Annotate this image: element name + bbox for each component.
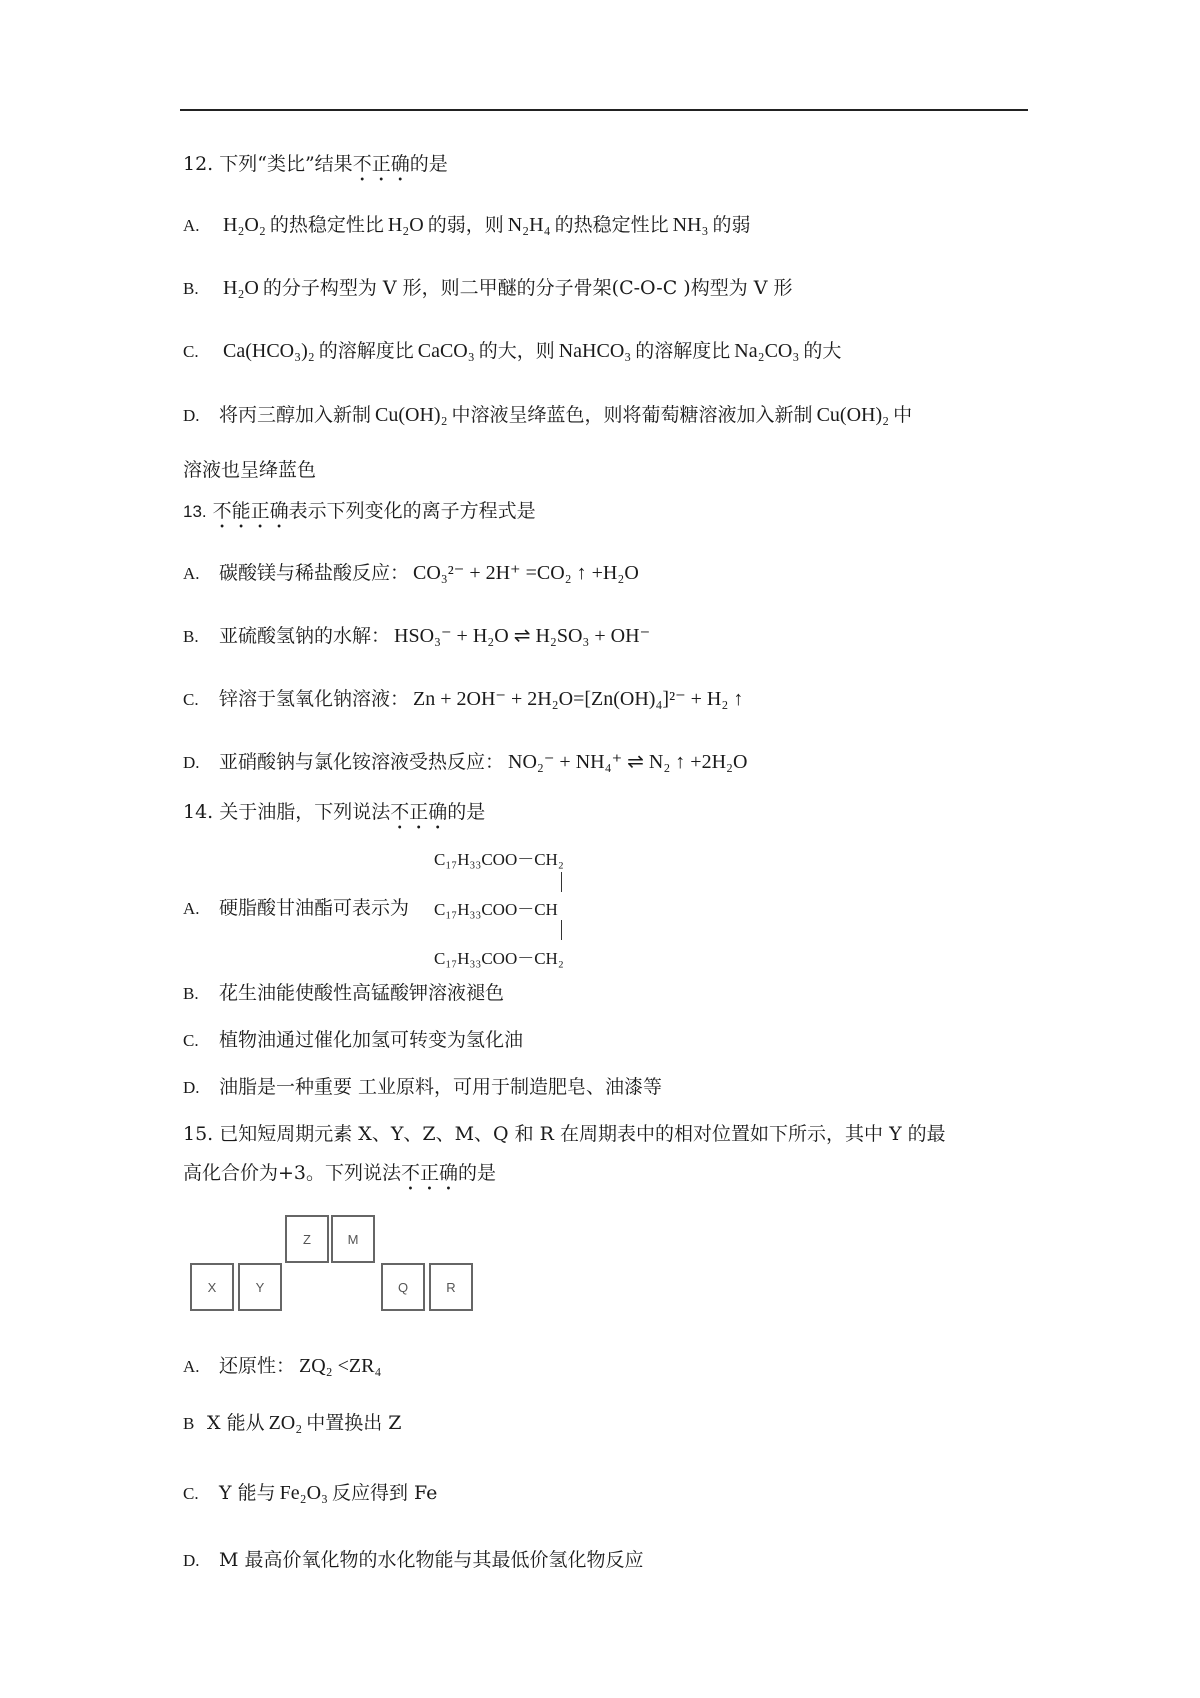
option-text: 反应得到 Fe: [331, 1482, 438, 1504]
structure-bond: [561, 920, 562, 940]
q13-stem-tail: 表示下列变化的离子方程式是: [288, 500, 536, 522]
q14-option-c: [183, 1027, 523, 1054]
option-label: C.: [183, 1031, 199, 1050]
option-text: 溶液也呈绛蓝色: [183, 459, 317, 481]
q12-option-c: [183, 338, 841, 365]
option-text: 的弱: [712, 214, 751, 236]
option-label: D.: [183, 1551, 200, 1570]
option-text: 中置换出 Z: [306, 1412, 402, 1434]
formula: Ca(HCO₃)₂: [223, 340, 315, 362]
cell-y: Y: [238, 1263, 282, 1311]
option-text: 锌溶于氢氧化钠溶液：: [219, 688, 410, 710]
cell-x: X: [190, 1263, 234, 1311]
option-text: 的热稳定性比: [554, 214, 669, 236]
glyceride-row-1: C₁₇H₃₃COO－CH₂: [434, 850, 564, 869]
option-text: 亚硫酸氢钠的水解：: [219, 625, 391, 647]
q14-emphasis: 不正确: [390, 801, 448, 823]
q12-stem: [183, 151, 448, 186]
formula: CaCO₃: [417, 340, 475, 362]
option-text: 中溶液呈绛蓝色，则将葡萄糖溶液加入新制: [451, 404, 813, 426]
q13-emphasis: 不能正确: [212, 500, 289, 522]
option-label: A.: [183, 564, 200, 583]
option-label: C.: [183, 1484, 199, 1503]
ionic-equation: Zn + 2OH⁻ + 2H₂O=[Zn(OH)₄]²⁻ + H₂ ↑: [413, 688, 744, 710]
option-text: 还原性：: [219, 1355, 296, 1377]
option-text: 硬脂酸甘油酯可表示为: [219, 897, 410, 919]
option-text: 的大: [803, 340, 842, 362]
q15-stem-text: 高化合价为+3。下列说法: [183, 1162, 402, 1184]
option-label: B.: [183, 279, 199, 298]
q14-stem: [183, 799, 485, 834]
formula: Na₂CO₃: [734, 340, 800, 362]
q12-stem-tail: 的是: [409, 153, 448, 175]
option-label: D.: [183, 753, 200, 772]
q15-stem-text: 15. 已知短周期元素 X、Y、Z、M、Q 和 R 在周期表中的相对位置如下所示，其中 Y 的最: [183, 1123, 946, 1145]
formula: N₂H₄: [507, 214, 551, 236]
ionic-equation: CO₃²⁻ + 2H⁺ =CO₂ ↑ +H₂O: [413, 562, 639, 584]
option-text: 的分子构型为 V 形，则二甲醚的分子骨架(C-O-C )构型为 V 形: [262, 277, 793, 299]
q15-option-c: [183, 1480, 437, 1507]
option-text: 花生油能使酸性高锰酸钾溶液褪色: [219, 982, 505, 1004]
ionic-equation: NO₂⁻ + NH₄⁺ ⇌ N₂ ↑ +2H₂O: [508, 751, 748, 773]
option-text: 油脂是一种重要 工业原料，可用于制造肥皂、油漆等: [219, 1076, 663, 1098]
question-number: 13.: [183, 502, 207, 521]
cell-z: Z: [285, 1215, 329, 1263]
q14-option-b: [183, 980, 504, 1007]
q13-option-c: [183, 686, 747, 713]
option-text: 植物油通过催化加氢可转变为氢化油: [219, 1029, 524, 1051]
option-text: 亚硝酸钠与氯化铵溶液受热反应：: [219, 751, 505, 773]
q12-emphasis: 不正确: [352, 153, 410, 175]
option-label: D.: [183, 1078, 200, 1097]
q14-option-a: [183, 895, 409, 922]
option-text: 的溶解度比: [318, 340, 414, 362]
q12-option-b: [183, 275, 793, 302]
header-rule: [180, 109, 1028, 111]
option-label: D.: [183, 406, 200, 425]
option-text: 碳酸镁与稀盐酸反应：: [219, 562, 410, 584]
formula: H₂O₂: [223, 214, 266, 236]
q15-stem-line2: [183, 1160, 496, 1195]
q15-option-d: [183, 1547, 644, 1574]
option-text: 的弱，则: [427, 214, 504, 236]
q15-option-a: [183, 1353, 385, 1380]
q15-stem-line1: [183, 1121, 946, 1147]
formula: NH₃: [672, 214, 709, 236]
q14-option-d: [183, 1074, 662, 1101]
formula: Cu(OH)₂: [816, 404, 890, 426]
q12-option-a: [183, 212, 750, 239]
option-label: B.: [183, 984, 199, 1003]
option-label: A.: [183, 899, 200, 918]
formula: ZQ₂ <ZR₄: [299, 1355, 382, 1377]
formula: H₂O: [223, 277, 259, 299]
q15-emphasis: 不正确: [401, 1162, 459, 1184]
structure-bond: [561, 872, 562, 892]
option-text: 的溶解度比: [635, 340, 731, 362]
option-label: C.: [183, 690, 199, 709]
option-text: M 最高价氧化物的水化物能与其最低价氢化物反应: [219, 1549, 644, 1571]
cell-m: M: [331, 1215, 375, 1263]
formula: ZO₂: [268, 1412, 303, 1434]
option-label: C.: [183, 342, 199, 361]
cell-r: R: [429, 1263, 473, 1311]
option-label: B: [183, 1414, 195, 1433]
option-text: Y 能与: [219, 1482, 276, 1504]
option-text: 将丙三醇加入新制: [219, 404, 372, 426]
q13-stem: [183, 498, 536, 533]
formula: H₂O: [387, 214, 424, 236]
ionic-equation: HSO₃⁻ + H₂O ⇌ H₂SO₃ + OH⁻: [394, 625, 651, 647]
option-label: A.: [183, 216, 200, 235]
q13-option-a: [183, 560, 643, 587]
option-text: 的热稳定性比: [269, 214, 384, 236]
q14-stem-text: 14. 关于油脂，下列说法: [183, 801, 391, 823]
q12-option-d-continued: [183, 457, 316, 483]
option-text: X 能从: [207, 1412, 265, 1434]
q14-stem-tail: 的是: [447, 801, 486, 823]
option-label: B.: [183, 627, 199, 646]
glyceride-row-2: C₁₇H₃₃COO－CH: [434, 900, 558, 919]
option-text: 的大，则: [478, 340, 555, 362]
q13-option-b: [183, 623, 654, 650]
formula: NaHCO₃: [558, 340, 632, 362]
glyceride-row-3: C₁₇H₃₃COO－CH₂: [434, 949, 564, 968]
q15-stem-tail: 的是: [458, 1162, 497, 1184]
formula: Cu(OH)₂: [375, 404, 448, 426]
q12-option-d: [183, 402, 912, 429]
q13-option-d: [183, 749, 751, 776]
cell-q: Q: [381, 1263, 425, 1311]
q15-option-b: [183, 1410, 401, 1437]
q12-stem-text: 12. 下列“类比”结果: [183, 153, 353, 175]
formula: Fe₂O₃: [279, 1482, 328, 1504]
option-text: 中: [893, 404, 913, 426]
option-label: A.: [183, 1357, 200, 1376]
